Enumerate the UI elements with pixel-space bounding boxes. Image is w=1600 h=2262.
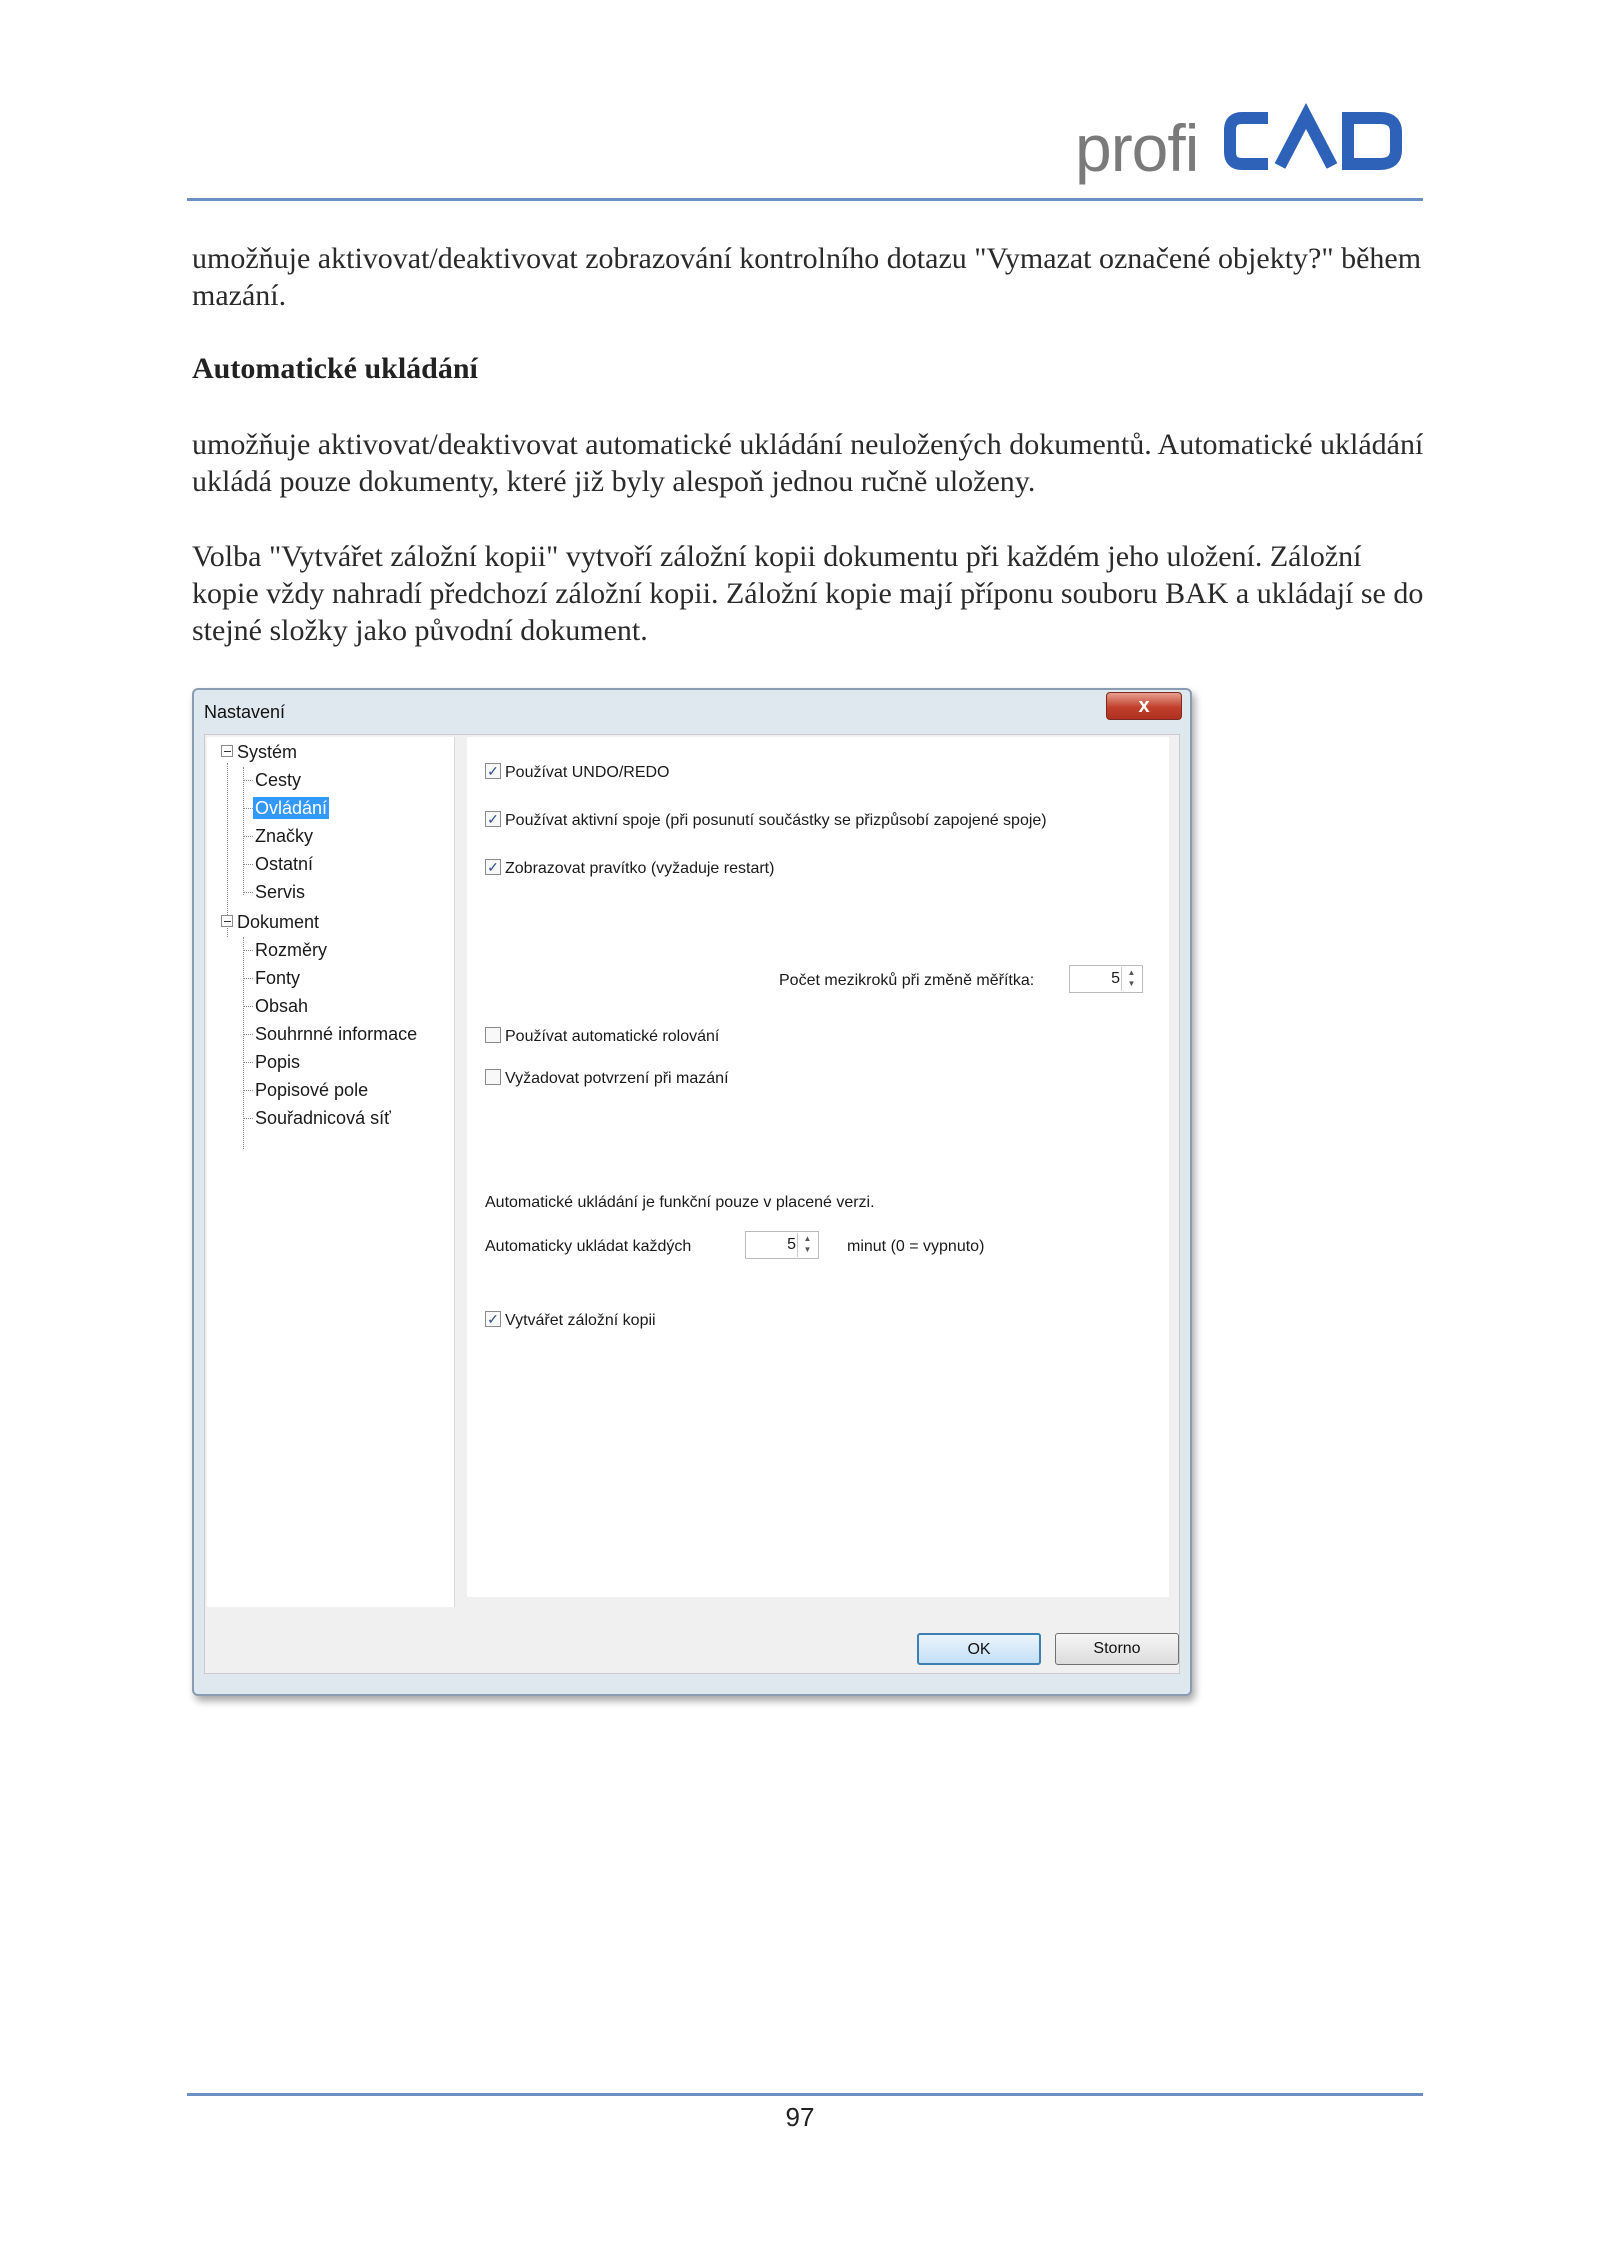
tree-line bbox=[243, 892, 253, 893]
active-joints-label: Používat aktivní spoje (při posunutí součástky se přizpůsobí zapojené spoje) bbox=[505, 812, 1047, 829]
undo-checkbox[interactable]: ✓ bbox=[485, 763, 501, 779]
tree-line bbox=[243, 1062, 253, 1063]
tree-item-ovladani[interactable]: Ovládání bbox=[255, 798, 328, 818]
tree-item-servis[interactable]: Servis bbox=[255, 882, 306, 902]
zoom-steps-value[interactable]: 5 bbox=[1111, 970, 1120, 987]
tree-line bbox=[243, 1118, 253, 1119]
header-rule bbox=[187, 198, 1423, 201]
undo-label: Používat UNDO/REDO bbox=[505, 764, 670, 781]
tree-line bbox=[243, 864, 253, 865]
tree-item-popis[interactable]: Popis bbox=[255, 1052, 301, 1072]
tree-line bbox=[243, 1034, 253, 1035]
ok-button[interactable]: OK bbox=[917, 1633, 1041, 1665]
zoom-steps-label: Počet mezikroků při změně měřítka: bbox=[779, 972, 1035, 989]
confirm-delete-checkbox[interactable] bbox=[485, 1069, 501, 1085]
tree-line bbox=[243, 767, 244, 895]
dialog-titlebar bbox=[194, 690, 1190, 736]
settings-tree bbox=[207, 737, 455, 1607]
storno-button[interactable]: Storno bbox=[1055, 1633, 1179, 1665]
tree-item-rozmery[interactable]: Rozměry bbox=[255, 940, 328, 960]
autoscroll-checkbox[interactable] bbox=[485, 1027, 501, 1043]
tree-line bbox=[243, 978, 253, 979]
tree-item-souhrnne-informace[interactable]: Souhrnné informace bbox=[255, 1024, 418, 1044]
paragraph-backup: Volba "Vytvářet záložní kopii" vytvoří záložní kopii dokumentu při každém jeho uložení. Záložní kopie vždy nahradí předchozí záložní kopii. Záložní kopie mají příponu souboru BAK a ukládají se do stejné složky jako původní dokument. bbox=[192, 540, 1424, 647]
tree-item-ostatni[interactable]: Ostatní bbox=[255, 854, 314, 874]
tree-line bbox=[243, 780, 253, 781]
close-button[interactable] bbox=[1106, 692, 1182, 720]
option-backup[interactable] bbox=[485, 1311, 656, 1331]
tree-line bbox=[243, 808, 253, 809]
dialog-body bbox=[204, 734, 1180, 1674]
dialog-title: Nastavení bbox=[204, 702, 286, 722]
tree-item-cesty[interactable]: Cesty bbox=[255, 770, 302, 790]
autosave-unit: minut (0 = vypnuto) bbox=[847, 1238, 985, 1255]
section-heading-autosave: Automatické ukládání bbox=[192, 352, 478, 385]
backup-label: Vytvářet záložní kopii bbox=[505, 1312, 656, 1329]
autosave-stepper[interactable] bbox=[745, 1231, 819, 1259]
autosave-note: Automatické ukládání je funkční pouze v placené verzi. bbox=[485, 1194, 875, 1211]
backup-checkbox[interactable]: ✓ bbox=[485, 1311, 501, 1327]
option-confirm-delete[interactable] bbox=[485, 1069, 729, 1089]
paragraph-delete-confirm: umožňuje aktivovat/deaktivovat zobrazování kontrolního dotazu "Vymazat označené objekty?" během mazání. bbox=[192, 242, 1422, 312]
option-autoscroll[interactable] bbox=[485, 1027, 719, 1047]
tree-line bbox=[243, 1090, 253, 1091]
logo-profi-text: profi bbox=[1075, 111, 1199, 185]
tree-node-system[interactable]: Systém bbox=[237, 742, 298, 762]
tree-line bbox=[243, 1006, 253, 1007]
tree-line bbox=[243, 950, 253, 951]
autosave-label: Automaticky ukládat každých bbox=[485, 1238, 692, 1255]
autosave-value[interactable]: 5 bbox=[787, 1236, 796, 1253]
tree-line bbox=[227, 763, 228, 937]
ruler-label: Zobrazovat pravítko (vyžaduje restart) bbox=[505, 860, 775, 877]
collapse-icon[interactable] bbox=[221, 915, 233, 927]
page-number: 97 bbox=[785, 2102, 815, 2132]
close-icon: x bbox=[1138, 695, 1150, 717]
footer-rule bbox=[187, 2093, 1423, 2096]
tree-item-souradnicova-sit[interactable]: Souřadnicová síť bbox=[255, 1108, 391, 1128]
logo-cad-wordmark bbox=[1220, 100, 1410, 182]
tree-item-znacky[interactable]: Značky bbox=[255, 826, 314, 846]
tree-item-fonty[interactable]: Fonty bbox=[255, 968, 301, 988]
paragraph-autosave: umožňuje aktivovat/deaktivovat automatické ukládání neuložených dokumentů. Automatické ukládání ukládá pouze dokumenty, které již byly alespoň jednou ručně uloženy. bbox=[192, 428, 1424, 498]
autoscroll-label: Používat automatické rolování bbox=[505, 1028, 720, 1045]
stepper-arrows-icon[interactable]: ▲ ▼ bbox=[1121, 967, 1141, 991]
option-ruler[interactable] bbox=[485, 859, 774, 879]
collapse-icon[interactable] bbox=[221, 745, 233, 757]
tree-item-popisove-pole[interactable]: Popisové pole bbox=[255, 1080, 369, 1100]
settings-dialog bbox=[192, 688, 1192, 1696]
tree-node-dokument[interactable]: Dokument bbox=[237, 912, 320, 932]
tree-item-obsah[interactable]: Obsah bbox=[255, 996, 309, 1016]
settings-content bbox=[467, 737, 1169, 1597]
active-joints-checkbox[interactable]: ✓ bbox=[485, 811, 501, 827]
ruler-checkbox[interactable]: ✓ bbox=[485, 859, 501, 875]
tree-line bbox=[243, 836, 253, 837]
confirm-delete-label: Vyžadovat potvrzení při mazání bbox=[505, 1070, 729, 1087]
option-undo[interactable] bbox=[485, 763, 669, 783]
zoom-steps-stepper[interactable] bbox=[1069, 965, 1143, 993]
option-active-joints[interactable] bbox=[485, 811, 1047, 831]
proficad-logo bbox=[1075, 100, 1415, 190]
stepper-arrows-icon[interactable]: ▲ ▼ bbox=[797, 1233, 817, 1257]
